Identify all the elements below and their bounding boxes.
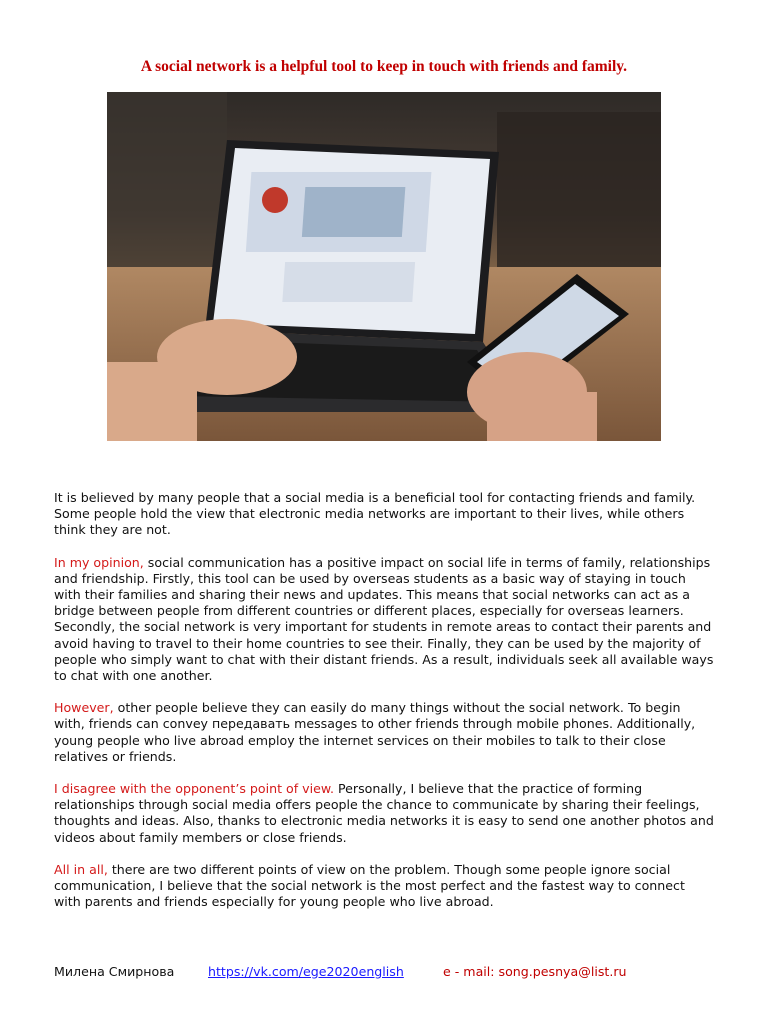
paragraph-text: It is believed by many people that a social media is a beneficial tool for contacting friends and family. Some people hold the view that electronic media networks are important to their lives, while others think they are not. <box>54 490 696 538</box>
paragraph-lead: I disagree with the opponent’s point of view. <box>54 781 335 797</box>
paragraph-text: Personally, I believe that the practice of forming relationships through social media offers people the chance to communicate by sharing their feelings, thoughts and ideas. Also, thanks to electronic media networks it is easy to send one another photos and videos about family members or close friends. <box>54 781 714 845</box>
paragraph-lead: However, <box>54 700 114 716</box>
laptop-phone-photo <box>107 92 661 441</box>
paragraph-text: there are two different points of view on the problem. Though some people ignore social communication, I believe that the social network is the most perfect and the fastest way to connect with parents and friends especially for young people who live abroad. <box>54 861 685 910</box>
essay-body <box>54 490 714 926</box>
vk-link[interactable]: https://vk.com/ege2020english <box>208 964 404 979</box>
footer <box>54 964 714 982</box>
page-title: A social network is a helpful tool to keep in touch with friends and family. <box>140 58 628 75</box>
author-name: Милена Смирнова <box>54 964 175 979</box>
paragraph-opinion <box>54 555 714 685</box>
paragraph-text: other people believe they can easily do many things without the social network. To begin with, friends can convey передавать messages to other friends through mobile phones. Additionally, young people who live abroad employ the internet services on their mobiles to talk to their close relatives or friends. <box>54 700 696 764</box>
paragraph-intro <box>54 490 714 539</box>
email-contact: e - mail: song.pesnya@list.ru <box>443 964 627 979</box>
paragraph-lead: In my opinion, <box>54 554 144 570</box>
paragraph-text: social communication has a positive impact on social life in terms of family, relationships and friendship. Firstly, this tool can be used by overseas students as a basic way of staying in touch with their families and sharing their news and updates. This means that social networks can act as a bridge between people from different countries or different places, especially for overseas learners. Secondly, the social network is very important for students in remote areas to contact their parents and avoid having to travel to their home countries to see their. Finally, they can be used by the majority of people who simply want to chat with their distant friends. As a result, individuals seek all available ways to chat with one another. <box>54 554 714 684</box>
paragraph-rebuttal <box>54 781 714 846</box>
paragraph-conclusion <box>54 862 714 911</box>
paragraph-opposing-view <box>54 700 714 765</box>
paragraph-lead: All in all, <box>54 861 108 877</box>
